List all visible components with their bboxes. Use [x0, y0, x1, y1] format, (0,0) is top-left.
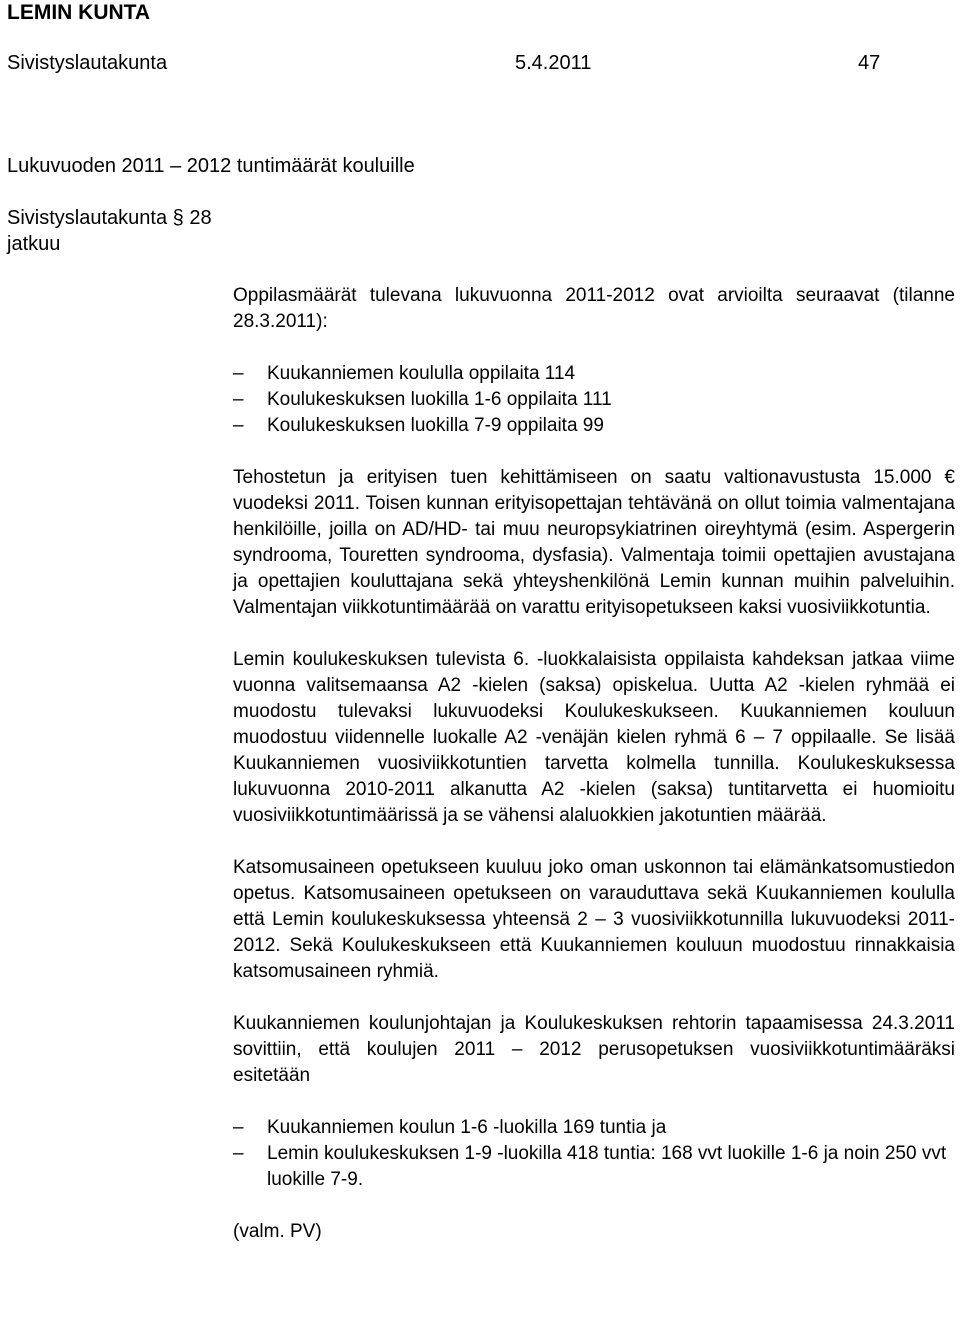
list-item: – Kuukanniemen koululla oppilaita 114 [233, 361, 955, 387]
document-title: Lukuvuoden 2011 – 2012 tuntimäärät kouluille [7, 155, 415, 177]
pupil-count-list [233, 361, 955, 439]
body-content [233, 283, 955, 1245]
organization-name: LEMIN KUNTA [7, 1, 151, 24]
preparer-signature: (valm. PV) [233, 1221, 322, 1242]
intro-paragraph: Oppilasmäärät tulevana lukuvuonna 2011-2012 ovat arvioilta seuraavat (tilanne 28.3.2011): [233, 285, 955, 332]
list-item: – Koulukeskuksen luokilla 1-6 oppilaita 111 [233, 387, 955, 413]
proposal-paragraph: Kuukanniemen koulunjohtajan ja Koulukeskuksen rehtorin tapaamisessa 24.3.2011 sovittiin, että koulujen 2011 – 2012 perusopetuksen vuosiviikkotuntimääräksi esitetään [233, 1013, 955, 1086]
religion-paragraph: Katsomusaineen opetukseen kuuluu joko oman uskonnon tai elämänkatsomustiedon opetus. Katsomusaineen opetukseen on varauduttava sekä Kuukanniemen koululla että Lemin koulukeskuksessa yhteensä 2 – 3 vuosiviikkotunnilla lukuvuodeksi 2011-2012. Sekä Koulukeskukseen että Kuukanniemen kouluun muodostuu rinnakkaisia katsomusaineen ryhmiä. [233, 857, 955, 982]
section-continued: jatkuu [7, 233, 61, 255]
meeting-date: 5.4.2011 [515, 52, 592, 74]
list-item: – Koulukeskuksen luokilla 7-9 oppilaita 99 [233, 413, 955, 439]
committee-name: Sivistyslautakunta [7, 52, 168, 74]
support-paragraph: Tehostetun ja erityisen tuen kehittämiseen on saatu valtionavustusta 15.000 € vuodeksi 2011. Toisen kunnan erityisopettajan tehtävänä on ollut toimia valmentajana henkilöille, joilla on AD/HD- tai muu neuropsykiatrinen oireyhtymä (esim. Aspergerin syndrooma, Touretten syndrooma, dysfasia). Valmentaja toimii opettajien avustajana ja opettajien kouluttajana sekä yhteyshenkilönä Lemin kunnan muihin palveluihin. Valmentajan viikkotuntimäärää on varattu erityisopetukseen kaksi vuosiviikkotuntia. [233, 467, 955, 618]
language-paragraph: Lemin koulukeskuksen tulevista 6. -luokkalaisista oppilaista kahdeksan jatkaa viime vuonna valitsemaansa A2 -kielen (saksa) opiskelua. Uutta A2 -kielen ryhmää ei muodostu tulevaksi lukuvuodeksi Koulukeskukseen. Kuukanniemen kouluun muodostuu viidennelle luokalle A2 -venäjän kielen ryhmä 6 – 7 oppilaalle. Se lisää Kuukanniemen vuosiviikkotuntien tarvetta kolmella tunnilla. Koulukeskuksessa lukuvuonna 2010-2011 alkanutta A2 -kielen (saksa) tuntitarvetta ei huomioitu vuosiviikkotuntimäärissä ja se vähensi alaluokkien jakotuntien määrää. [233, 649, 955, 826]
list-item: – Kuukanniemen koulun 1-6 -luokilla 169 tuntia ja [233, 1115, 955, 1141]
section-reference: Sivistyslautakunta § 28 [7, 207, 212, 229]
list-item: – Lemin koulukeskuksen 1-9 -luokilla 418 tuntia: 168 vvt luokille 1-6 ja noin 250 vvt luokille 7-9. [233, 1141, 955, 1193]
hours-list [233, 1115, 955, 1193]
page-number: 47 [858, 52, 881, 74]
